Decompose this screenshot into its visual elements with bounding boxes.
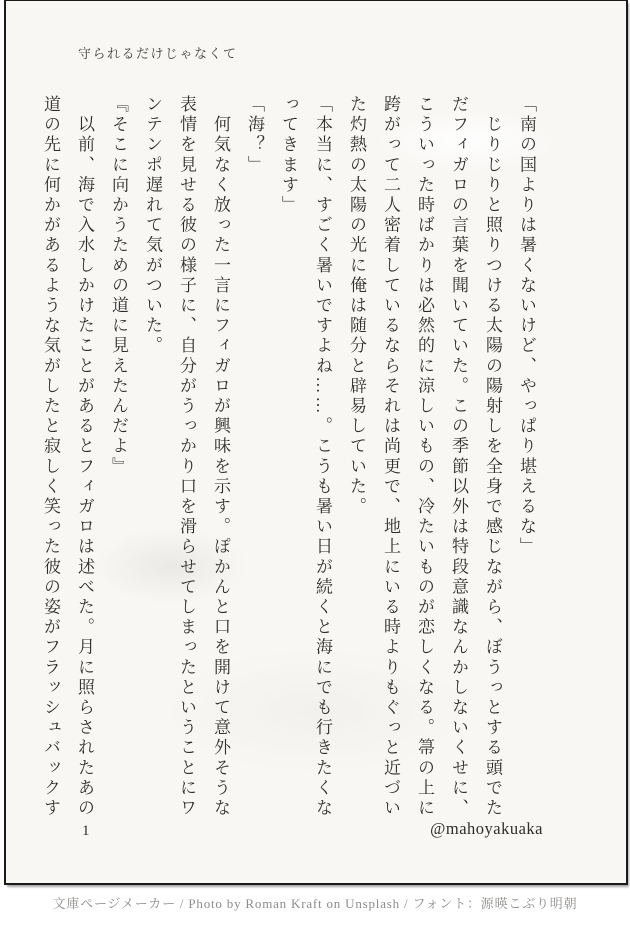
generator-credit: 文庫ページメーカー / Photo by Roman Kraft on Unsplash / フォント：源暎こぶり明朝 [52, 896, 578, 911]
text-line: 表情を見せる彼の様子に、自分がうっかり口を滑らせてしまったということにワ [177, 95, 196, 819]
text-line: こういった時ばかりは必然的に涼しいもの、冷たいものが恋しくなる。箒の上に [415, 95, 434, 819]
text-line: ンテンポ遅れて気がついた。 [143, 95, 162, 357]
page-title: 守られるだけじゃなくて [78, 46, 238, 61]
text-line: ってきます」 [279, 95, 298, 216]
text-line: 跨がって二人密着しているならそれは尚更で、地上にいる時よりもぐっと近づい [381, 95, 400, 819]
text-line: 「本当に、すごく暑いですよね……。こうも暑い日が続くと海にでも行きたくな [313, 95, 332, 819]
page-number: 1 [82, 823, 90, 839]
vertical-body-text [33, 95, 543, 823]
novel-page-card [4, 0, 628, 885]
text-line: 「海？」 [245, 95, 264, 176]
text-line: 「南の国よりは暑くないけど、やっぱり堪えるな」 [517, 95, 536, 558]
author-handle: @mahoyakuaka [430, 819, 543, 838]
text-line: 『そこに向かうための道に見えたんだよ』 [109, 95, 128, 477]
text-line: じりじりと照りつける太陽の陽射しを全身で感じながら、ぼうっとする頭でた [483, 95, 502, 819]
text-line: た灼熱の太陽の光に俺は随分と辟易していた。 [347, 95, 366, 518]
text-line: だフィガロの言葉を聞いていた。この季節以外は特段意識なんかしないくせに、 [449, 95, 468, 819]
text-line: 以前、海で入水しかけたことがあるとフィガロは述べた。月に照らされたあの [75, 95, 94, 819]
text-line: 何気なく放った一言にフィガロが興味を示す。ぽかんと口を開けて意外そうな [211, 95, 230, 819]
text-line: 道の先に何かがあるような気がしたと寂しく笑った彼の姿がフラッシュバックす [41, 95, 60, 819]
